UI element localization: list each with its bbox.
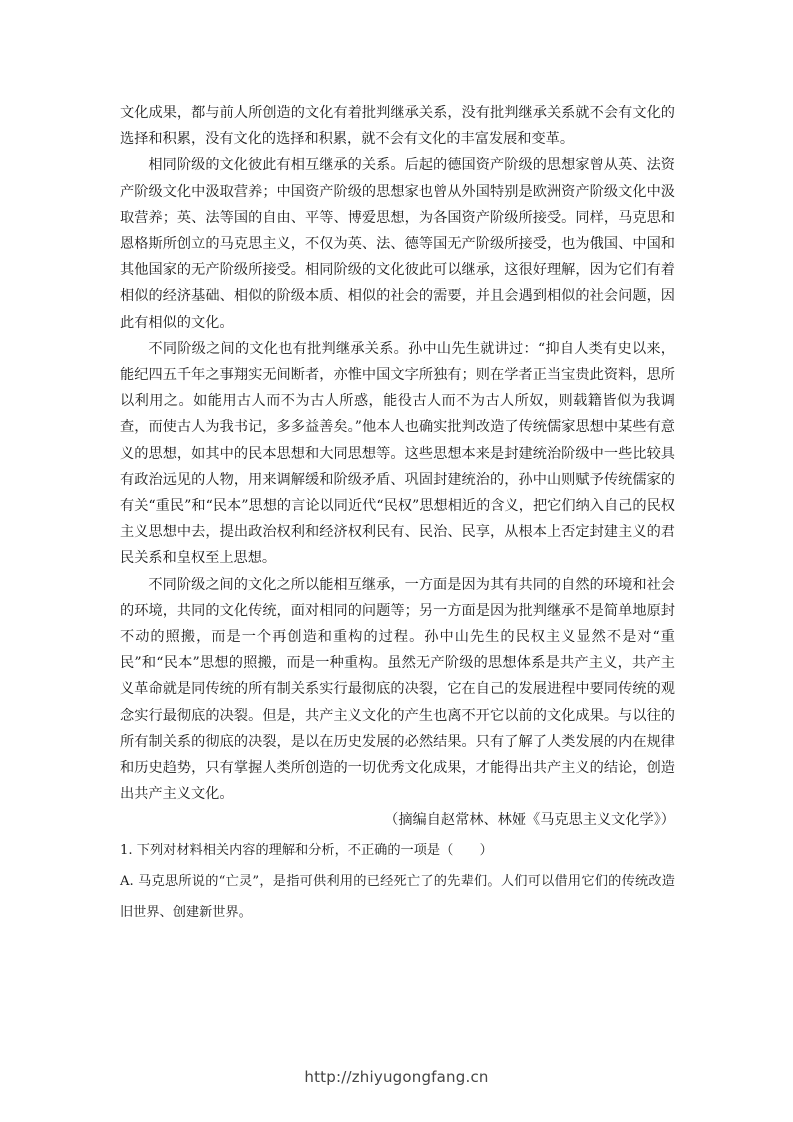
paragraph-cross-class-inheritance: 不同阶级之间的文化也有批判继承关系。孙中山先生就讲过：“抑自人类有史以来，能纪四五千年之事翔实无间断者，亦惟中国文字所独有；则在学者正当宝贵此资料，思所以利用之。如能用古人而不为古人所惑，能役古人而不为古人所奴，则载籍皆似为我调查，而使古人为我书记，多多益善矣。”他本人也确实批判改造了传统儒家思想中某些有意义的思想，如其中的民本思想和大同思想等。这些思想本来是封建统治阶级中一些比较具有政治远见的人物，用来调解缓和阶级矛盾、巩固封建统治的，孙中山则赋予传统儒家的有关“重民”和“民本”思想的言论以同近代“民权”思想相近的含义，把它们纳入自己的民权主义思想中去，提出政治权利和经济权利民有、民治、民享，从根本上否定封建主义的君民关系和皇权至上思想。 bbox=[120, 340, 675, 567]
paragraph-same-class-inheritance: 相同阶级的文化彼此有相互继承的关系。后起的德国资产阶级的思想家曾从英、法资产阶级文化中汲取营养；中国资产阶级的思想家也曾从外国特别是欧洲资产阶级文化中汲取营养；英、法等国的自由、平等、博爱思想，为各国资产阶级所接受。同样，马克思和恩格斯所创立的马克思主义，不仅为英、法、德等国无产阶级所接受，也为俄国、中国和其他国家的无产阶级所接受。相同阶级的文化彼此可以继承，这很好理解，因为它们有着相似的经济基础、相似的阶级本质、相似的社会的需要，并且会遇到相似的社会问题，因此有相似的文化。 bbox=[120, 157, 675, 331]
source-citation: （摘编自赵常林、林娅《马克思主义文化学》） bbox=[384, 812, 675, 829]
paragraph-reasons-for-inheritance: 不同阶级之间的文化之所以能相互继承，一方面是因为其有共同的自然的环境和社会的环境，共同的文化传统，面对相同的问题等；另一方面是因为批判继承不是简单地原封不动的照搬，而是一个再创造和重构的过程。孙中山先生的民权主义显然不是对“重民”和“民本”思想的照搬，而是一种重构。虽然无产阶级的思想体系是共产主义，共产主义革命就是同传统的所有制关系实行最彻底的决裂，它在自己的发展进程中要同传统的观念实行最彻底的决裂。但是，共产主义文化的产生也离不开它以前的文化成果。与以往的所有制关系的彻底的决裂，是以在历史发展的必然结果。只有了解了人类发展的内在规律和历史趋势，只有掌握人类所创造的一切优秀文化成果，才能得出共产主义的结论，创造出共产主义文化。 bbox=[120, 576, 675, 803]
option-a: A. 马克思所说的“亡灵”，是指可供利用的已经死亡了的先辈们。人们可以借用它们的传统改造旧世界、创建新世界。 bbox=[120, 873, 675, 920]
question-stem: 1. 下列对材料相关内容的理解和分析，不正确的一项是（ ） bbox=[120, 842, 493, 858]
paragraph-continued: 文化成果，都与前人所创造的文化有着批判继承关系，没有批判继承关系就不会有文化的选择和积累，没有文化的选择和积累，就不会有文化的丰富发展和变革。 bbox=[120, 105, 675, 148]
footer-url: http://zhiyugongfang.cn bbox=[304, 1068, 489, 1086]
document-body bbox=[120, 100, 675, 928]
